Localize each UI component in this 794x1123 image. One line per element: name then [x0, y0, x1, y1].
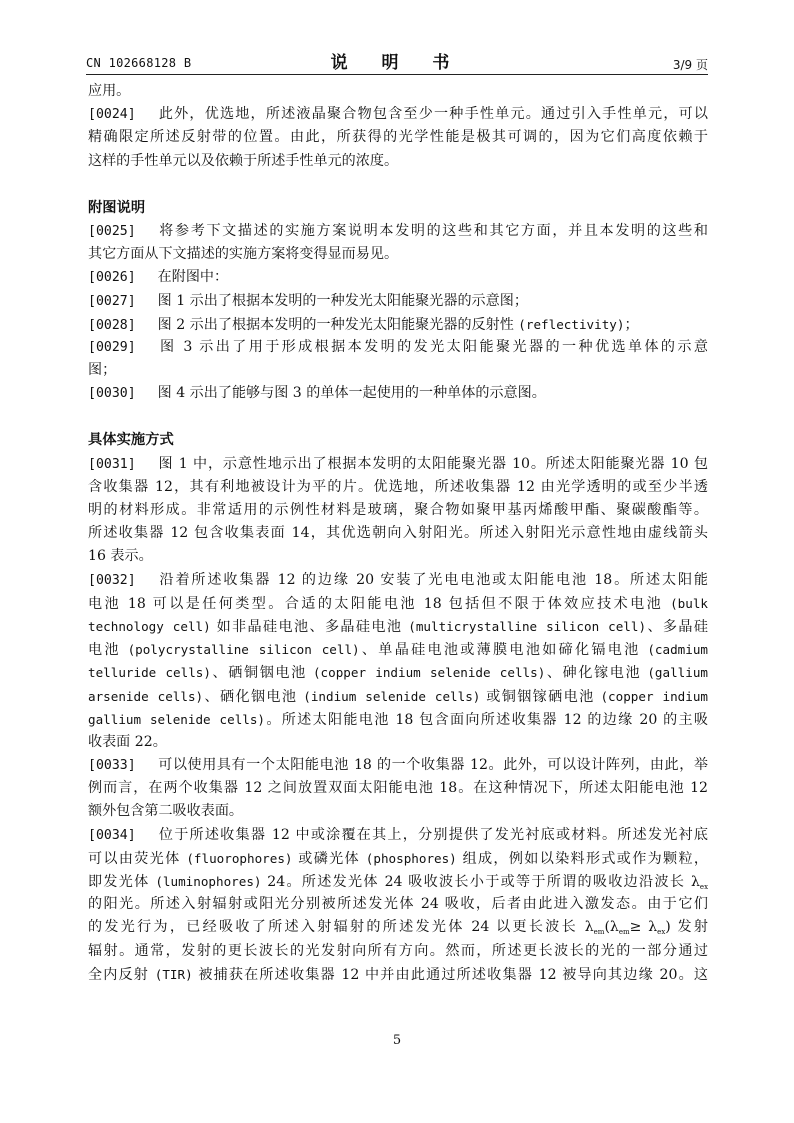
text-line: 这样的手性单元以及依赖于所述手性单元的浓度。 [88, 152, 399, 169]
section-heading: 具体实施方式 [88, 432, 174, 449]
text-line: 电池 (polycrystalline silicon cell)、单晶硅电池或薄膜电池如碲化镉电池 (cadmium [88, 642, 708, 659]
text-line: 电池 18 可以是任何类型。合适的太阳能电池 18 包括但不限于体效应技术电池 (bulk [88, 595, 708, 612]
paragraph-number: [0028] [88, 317, 136, 333]
text-line: [0028] 图 2 示出了根据本发明的一种发光太阳能聚光器的反射性 (reflectivity)； [88, 316, 639, 333]
text-line: 即发光体 (luminophores) 24。所述发光体 24 吸收波长小于或等于所谓的吸收边沿波长 $\lambda_{ex}$ [88, 874, 708, 891]
text-line: 其它方面从下文描述的实施方案将变得显而易见。 [88, 246, 399, 263]
text-line: 含收集器 12，其有利地被设计为平的片。优选地，所述收集器 12 由光学透明的或至少半透 [88, 478, 708, 495]
paragraph-number: [0030] [88, 386, 136, 402]
text-line: 例而言，在两个收集器 12 之间放置双面太阳能电池 18。在这种情况下，所述太阳能电池 12 [88, 780, 708, 797]
page-header [86, 48, 708, 74]
section-heading: 附图说明 [88, 199, 146, 216]
paragraph-number: [0029] [88, 339, 136, 355]
paragraph-number: [0026] [88, 270, 136, 286]
header-rule [86, 74, 708, 75]
document-title: 说 明 书 [330, 53, 464, 73]
text-line: [0032] 沿着所述收集器 12 的边缘 20 安装了光电电池或太阳能电池 18。所述太阳能 [88, 571, 708, 588]
paragraph-number: [0025] [88, 223, 136, 239]
document-body [88, 80, 708, 986]
text-line: 全内反射 (TIR) 被捕获在所述收集器 12 中并由此通过所述收集器 12 被导向其边缘 20。这 [88, 966, 708, 983]
text-line: 精确限定所述反射带的位置。由此，所获得的光学性能是极其可调的，因为它们高度依赖于 [88, 129, 708, 146]
text-line: [0024] 此外，优选地，所述液晶聚合物包含至少一种手性单元。通过引入手性单元，可以 [88, 106, 708, 123]
paragraph-number: [0032] [88, 572, 136, 588]
text-line: [0029] 图 3 示出了用于形成根据本发明的发光太阳能聚光器的一种优选单体的示意 [88, 338, 708, 355]
text-line: [0026] 在附图中： [88, 269, 229, 286]
text-line: 收表面 22。 [88, 733, 167, 750]
text-line: technology cell) 如非晶硅电池、多晶硅电池 (multicrystalline silicon cell)、多晶硅 [88, 618, 708, 635]
text-line: [0030] 图 4 示出了能够与图 3 的单体一起使用的一种单体的示意图。 [88, 385, 546, 402]
text-line: 辐射。通常，发射的更长波长的光发射向所有方向。然而，所述更长波长的光的一部分通过 [88, 942, 708, 959]
text-line: 图； [88, 362, 117, 379]
section-gap [88, 173, 708, 197]
text-line: 所述收集器 12 包含收集表面 14，其优选朝向入射阳光。所述入射阳光示意性地由虚线箭头 [88, 525, 708, 542]
section-gap [88, 405, 708, 429]
text-line: [0033] 可以使用具有一个太阳能电池 18 的一个收集器 12。此外，可以设计阵列，由此，举 [88, 757, 708, 774]
text-line: 的发光行为，已经吸收了所述入射辐射的所述发光体 24 以更长波长 $\lambda_{em}(\lambda_{em}\ge \lambda_{ex})$ 发射 [88, 919, 708, 937]
paragraph-number: [0034] [88, 827, 136, 843]
text-line: 应用。 [88, 83, 131, 99]
patent-number: CN 102668128 B [86, 56, 192, 70]
text-line: [0031] 图 1 中，示意性地示出了根据本发明的太阳能聚光器 10。所述太阳能聚光器 10 包 [88, 455, 708, 472]
paragraph-number: [0027] [88, 293, 136, 309]
page-indicator: 3/9 页 [672, 58, 708, 72]
paragraph-number: [0033] [88, 758, 136, 774]
text-line: [0027] 图 1 示出了根据本发明的一种发光太阳能聚光器的示意图； [88, 292, 528, 309]
text-line: 16 表示。 [88, 548, 153, 565]
paragraph-number: [0024] [88, 107, 136, 123]
text-line: 明的材料形成。非常适用的示例性材料是玻璃，聚合物如聚甲基丙烯酸甲酯、聚碳酸酯等。 [88, 502, 708, 518]
page-number: 5 [392, 1033, 402, 1048]
text-line: [0025] 将参考下文描述的实施方案说明本发明的这些和其它方面，并且本发明的这些和 [88, 222, 708, 239]
text-line: telluride cells)、硒铜铟电池 (copper indium selenide cells)、砷化镓电池 (gallium [88, 665, 708, 682]
text-line: gallium selenide cells)。所述太阳能电池 18 包含面向所述收集器 12 的边缘 20 的主吸 [88, 711, 708, 728]
text-line: 额外包含第二吸收表面。 [88, 803, 244, 820]
text-line: arsenide cells)、硒化铟电池 (indium selenide cells) 或铜铟镓硒电池 (copper indium [88, 688, 708, 705]
text-line: [0034] 位于所述收集器 12 中或涂覆在其上，分别提供了发光衬底或材料。所述发光衬底 [88, 826, 708, 843]
text-line: 可以由荧光体 (fluorophores) 或磷光体 (phosphores) 组成，例如以染料形式或作为颗粒， [88, 850, 708, 867]
paragraph-number: [0031] [88, 456, 136, 472]
text-line: 的阳光。所述入射辐射或阳光分别被所述发光体 24 吸收，后者由此进入激发态。由于它们 [88, 896, 708, 913]
